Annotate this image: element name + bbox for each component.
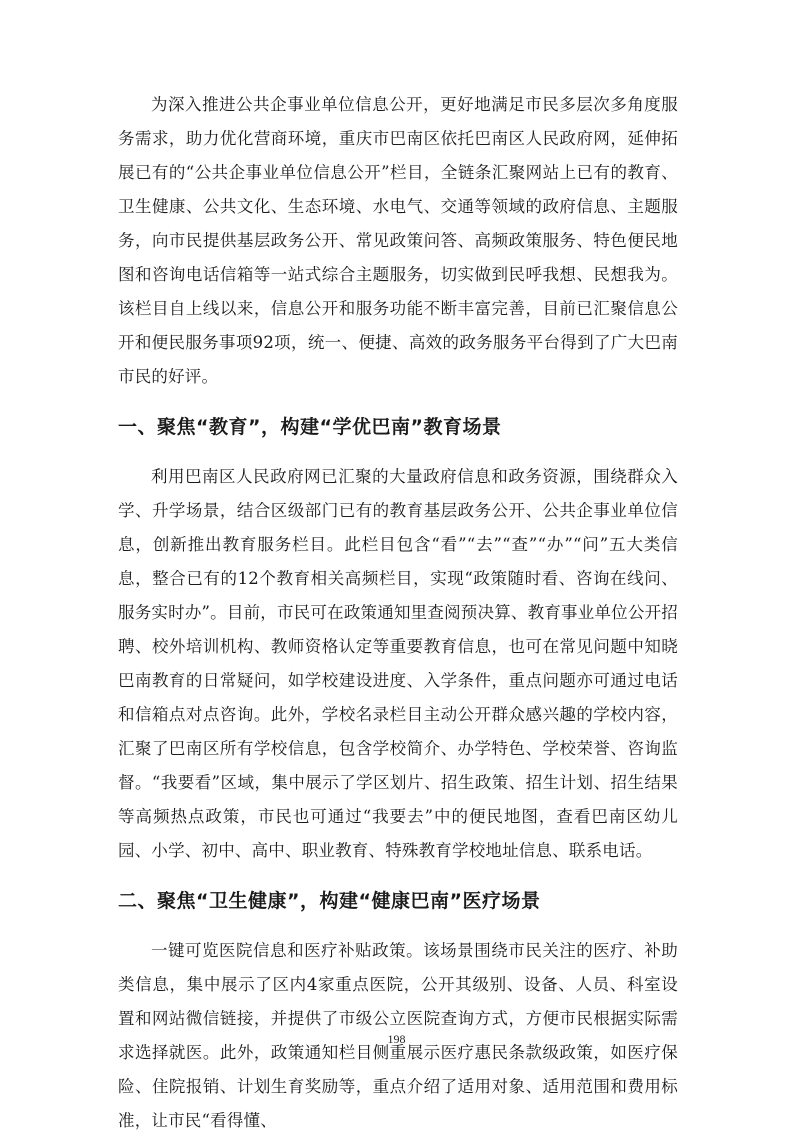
- section-1-paragraph: 利用巴南区人民政府网已汇聚的大量政府信息和政务资源，围绕群众入学、升学场景，结合区级部门已有的教育基层政务公开、公共企事业单位信息，创新推出教育服务栏目。此栏目包含“看”“去”“查”“办”“问”五大类信息，整合已有的12个教育相关高频栏目，实现“政策随时看、咨询在线问、服务实时办”。目前，市民可在政策通知里查阅预决算、教育事业单位公开招聘、校外培训机构、教师资格认定等重要教育信息，也可在常见问题中知晓巴南教育的日常疑问，如学校建设进度、入学条件，重点问题亦可通过电话和信箱点对点咨询。此外，学校名录栏目主动公开群众感兴趣的学校内容，汇聚了巴南区所有学校信息，包含学校简介、办学特色、学校荣誉、咨询监督。“我要看”区域，集中展示了学区划片、招生政策、招生计划、招生结果等高频热点政策，市民也可通过“我要去”中的便民地图，查看巴南区幼儿园、小学、初中、高中、职业教育、特殊教育学校地址信息、联系电话。: [118, 467, 678, 860]
- section-2-paragraph: 一键可览医院信息和医疗补贴政策。该场景围绕市民关注的医疗、补助类信息，集中展示了区内4家重点医院，公开其级别、设备、人员、科室设置和网站微信链接，并提供了市级公立医院查询方式，方便市民根据实际需求选择就医。此外，政策通知栏目侧重展示医疗惠民条款级政策，如医疗保险、住院报销、计划生育奖励等，重点介绍了适用对象、适用范围和费用标准，让市民“看得懂、: [118, 941, 678, 1130]
- section-2-heading: 二、聚焦“卫生健康”，构建“健康巴南”医疗场景: [118, 890, 541, 912]
- intro-paragraph: 为深入推进公共企事业单位信息公开，更好地满足市民多层次多角度服务需求，助力优化营商环境，重庆市巴南区依托巴南区人民政府网，延伸拓展已有的“公共企事业单位信息公开”栏目，全链条汇聚网站上已有的教育、卫生健康、公共文化、生态环境、水电气、交通等领域的政府信息、主题服务，向市民提供基层政务公开、常见政策问答、高频政策服务、特色便民地图和咨询电话信箱等一站式综合主题服务，切实做到民呼我想、民想我为。该栏目自上线以来，信息公开和服务功能不断丰富完善，目前已汇聚信息公开和便民服务事项92项，统一、便捷、高效的政务服务平台得到了广大巴南市民的好评。: [118, 95, 678, 386]
- document-body: [118, 88, 678, 1138]
- page-number: 198: [387, 1032, 406, 1046]
- section-1-heading: 一、聚焦“教育”，构建“学优巴南”教育场景: [118, 416, 502, 438]
